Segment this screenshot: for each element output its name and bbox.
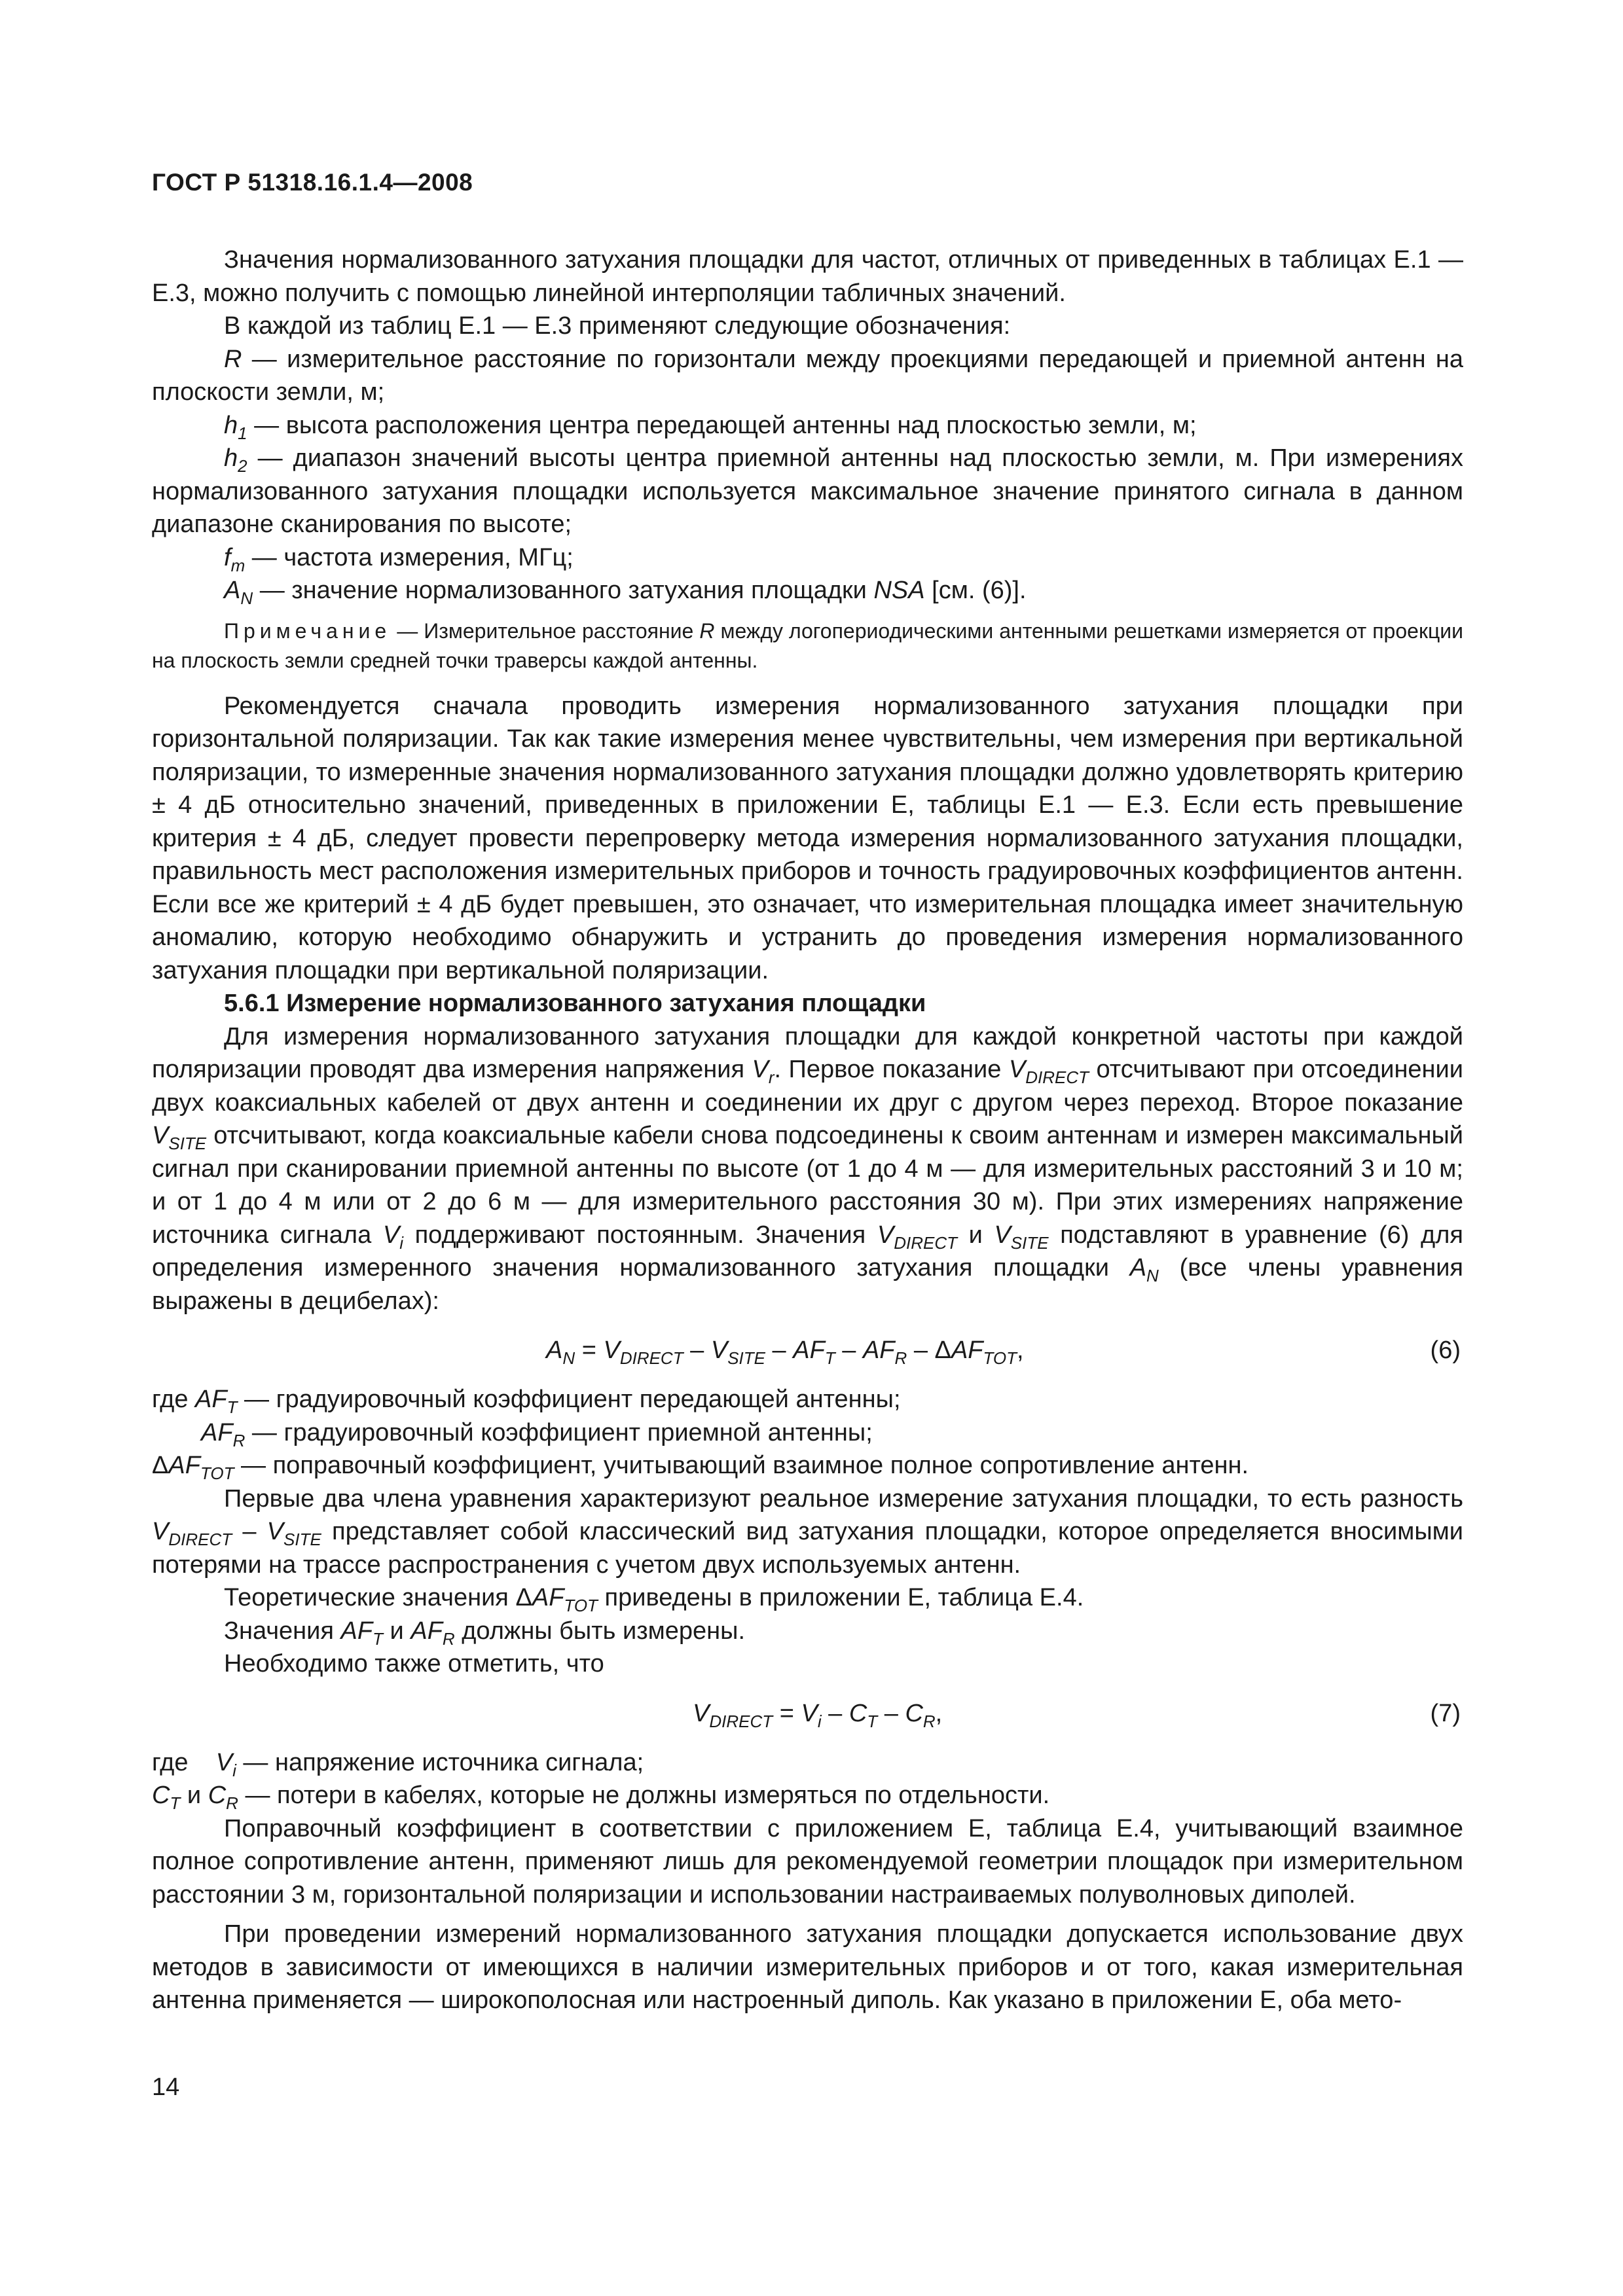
symbol-h2: $h_2$ bbox=[224, 444, 247, 476]
definition-r-text: — измерительное расстояние по горизонтали между проекциями передающей и приемной антенн на плоскости земли, м; bbox=[152, 345, 1463, 406]
paragraph-first-two-terms: Первые два члена уравнения характеризуют реальное измерение затухания площадки, то есть разность $V_{DIRECT} - V_{SITE}$ представляет собой классический вид затухания площадки, которое определяется вносимыми потерями на трассе распространения с учетом двух используемых антенн. bbox=[152, 1484, 1463, 1579]
section-heading: 5.6.1 Измерение нормализованного затухания площадки bbox=[224, 990, 926, 1017]
equation-7-number: (7) bbox=[1430, 1699, 1461, 1727]
paragraph-theoretical-values: Теоретические значения $\Delta AF_{TOT}$ приведены в приложении Е, таблица Е.4. bbox=[224, 1584, 1084, 1615]
definition-fm bbox=[152, 541, 1463, 575]
definition-an-ref: [см. (6)]. bbox=[932, 577, 1027, 604]
note-text-a: — Измерительное расстояние bbox=[397, 619, 694, 643]
equation-7 bbox=[152, 1681, 1463, 1746]
paragraph-two-methods: При проведении измерений нормализованного затухания площадки допускается использование двух методов в зависимости от имеющихся в наличии измерительных приборов и от того, какая измерительная антенна применяется — широкополосная или настроенный диполь. Как указано в приложении Е, оба мето- bbox=[152, 1920, 1463, 2014]
definition-h2-text: — диапазон значений высоты центра приемной антенны над плоскостью земли, м. При измерениях нормализованного затухания площадки используется максимальное значение принятого сигнала в данном диапазоне сканирования по высоте; bbox=[152, 444, 1464, 538]
paragraph-measurement: Для измерения нормализованного затухания площадки для каждой конкретной частоты при каждой поляризации проводят два измерения напряжения $V_r$. Первое показание $V_{DIRECT}$ отсчитывают при отсоединении двух коаксиальных кабелей от двух антенн и соединении их друг с другом через переход. Второе показание $V_{SITE}$ отсчитывают, когда коаксиальные кабели снова подсоединены к своим антеннам и измерен максимальный сигнал при сканировании приемной антенны по высоте (от 1 до 4 м — для измерительных расстояний 3 и 10 м; и от 1 до 4 м или от 2 до 6 м — для измерительного расстояния 30 м). При этих измерениях напряжение источника сигнала $V_i$ поддерживают постоянным. Значения $V_{DIRECT}$ и $V_{SITE}$ подставляют в уравнение (6) для определения измеренного значения нормализованного затухания площадки $A_N$ (все члены уравнения выражены в децибелах): bbox=[152, 1022, 1464, 1315]
definition-r bbox=[152, 343, 1463, 409]
page-number: 14 bbox=[152, 2073, 180, 2101]
paragraph-notation-intro: В каждой из таблиц Е.1 — Е.3 применяют следующие обозначения: bbox=[224, 312, 1011, 340]
definition-h1-text: — высота расположения центра передающей антенны над плоскостью земли, м; bbox=[254, 411, 1197, 439]
definition-h2 bbox=[152, 442, 1463, 541]
symbol-r: R bbox=[224, 345, 242, 373]
where-aft: где $AF_T$ — градуировочный коэффициент передающей антенны; bbox=[152, 1386, 901, 1417]
symbol-an: $A_N$ bbox=[224, 577, 253, 608]
symbol-r: R bbox=[699, 619, 715, 643]
definition-h1 bbox=[152, 409, 1463, 442]
where-afr: $AF_R$ — градуировочный коэффициент приемной антенны; bbox=[201, 1418, 873, 1450]
equation-6 bbox=[152, 1318, 1463, 1383]
paragraph-horizontal-polarization: Рекомендуется сначала проводить измерения нормализованного затухания площадки при горизонтальной поляризации. Так как такие измерения менее чувствительны, чем измерения при вертикальной поляризации, то измеренные значения нормализованного затухания площадки должно удовлетворять критерию ± 4 дБ относительно значений, приведенных в приложении Е, таблицы Е.1 — Е.3. Если есть превышение критерия ± 4 дБ, следует провести перепроверку метода измерения нормализованного затухания площадки, правильность мест расположения измерительных приборов и точность градуировочных коэффициентов антенн. Если все же критерий ± 4 дБ будет превышен, это означает, что измерительная площадка имеет значительную аномалию, которую необходимо обнаружить и устранить до проведения измерения нормализованного затухания площадки при вертикальной поляризации. bbox=[152, 692, 1463, 984]
where-ct-cr: $C_T$ и $C_R$ — потери в кабелях, которые не должны измеряться по отдельности. bbox=[152, 1782, 1050, 1813]
note-text-b: между логопериодическими антенными решетками измеряется от проекции на плоскость земли средней точки траверсы каждой антенны. bbox=[152, 619, 1464, 672]
equation-6-number: (6) bbox=[1430, 1336, 1461, 1364]
symbol-nsa: NSA bbox=[873, 577, 925, 604]
note bbox=[152, 617, 1463, 675]
where-daf: $\Delta AF_{TOT}$ — поправочный коэффициент, учитывающий взаимное полное сопротивление антенн. bbox=[152, 1452, 1249, 1483]
paragraph-interpolation: Значения нормализованного затухания площадки для частот, отличных от приведенных в таблицах Е.1 — Е.3, можно получить с помощью линейной интерполяции табличных значений. bbox=[152, 246, 1463, 307]
symbol-h1: $h_1$ bbox=[224, 411, 247, 443]
equation-6-expression: $A_N = V_{DIRECT} - V_{SITE} - AF_T - AF_R - \Delta AF_{TOT}$, bbox=[546, 1336, 1024, 1368]
document-code-header: ГОСТ Р 51318.16.1.4—2008 bbox=[152, 169, 473, 196]
symbol-fm: $f_m$ bbox=[224, 543, 246, 575]
paragraph-correction-factor: Поправочный коэффициент в соответствии с приложением Е, таблица Е.4, учитывающий взаимное полное сопротивление антенн, применяют лишь для рекомендуемой геометрии площадок при измерительном расстоянии 3 м, горизонтальной поляризации и использовании настраиваемых полуволновых диполей. bbox=[152, 1814, 1463, 1909]
where-vi: где $V_i$ — напряжение источника сигнала; bbox=[152, 1748, 644, 1780]
definition-an-text: — значение нормализованного затухания площадки bbox=[259, 577, 867, 604]
equation-7-expression: $V_{DIRECT} = V_i - C_T - C_R$, bbox=[693, 1699, 943, 1731]
paragraph-measured-values: Значения $AF_T$ и $AF_R$ должны быть измерены. bbox=[224, 1617, 746, 1649]
page-body bbox=[152, 243, 1463, 2017]
definition-an bbox=[152, 574, 1463, 607]
definition-fm-text: — частота измерения, МГц; bbox=[251, 543, 574, 571]
paragraph-note-that: Необходимо также отметить, что bbox=[224, 1650, 604, 1677]
note-label: Примечание bbox=[224, 619, 392, 643]
